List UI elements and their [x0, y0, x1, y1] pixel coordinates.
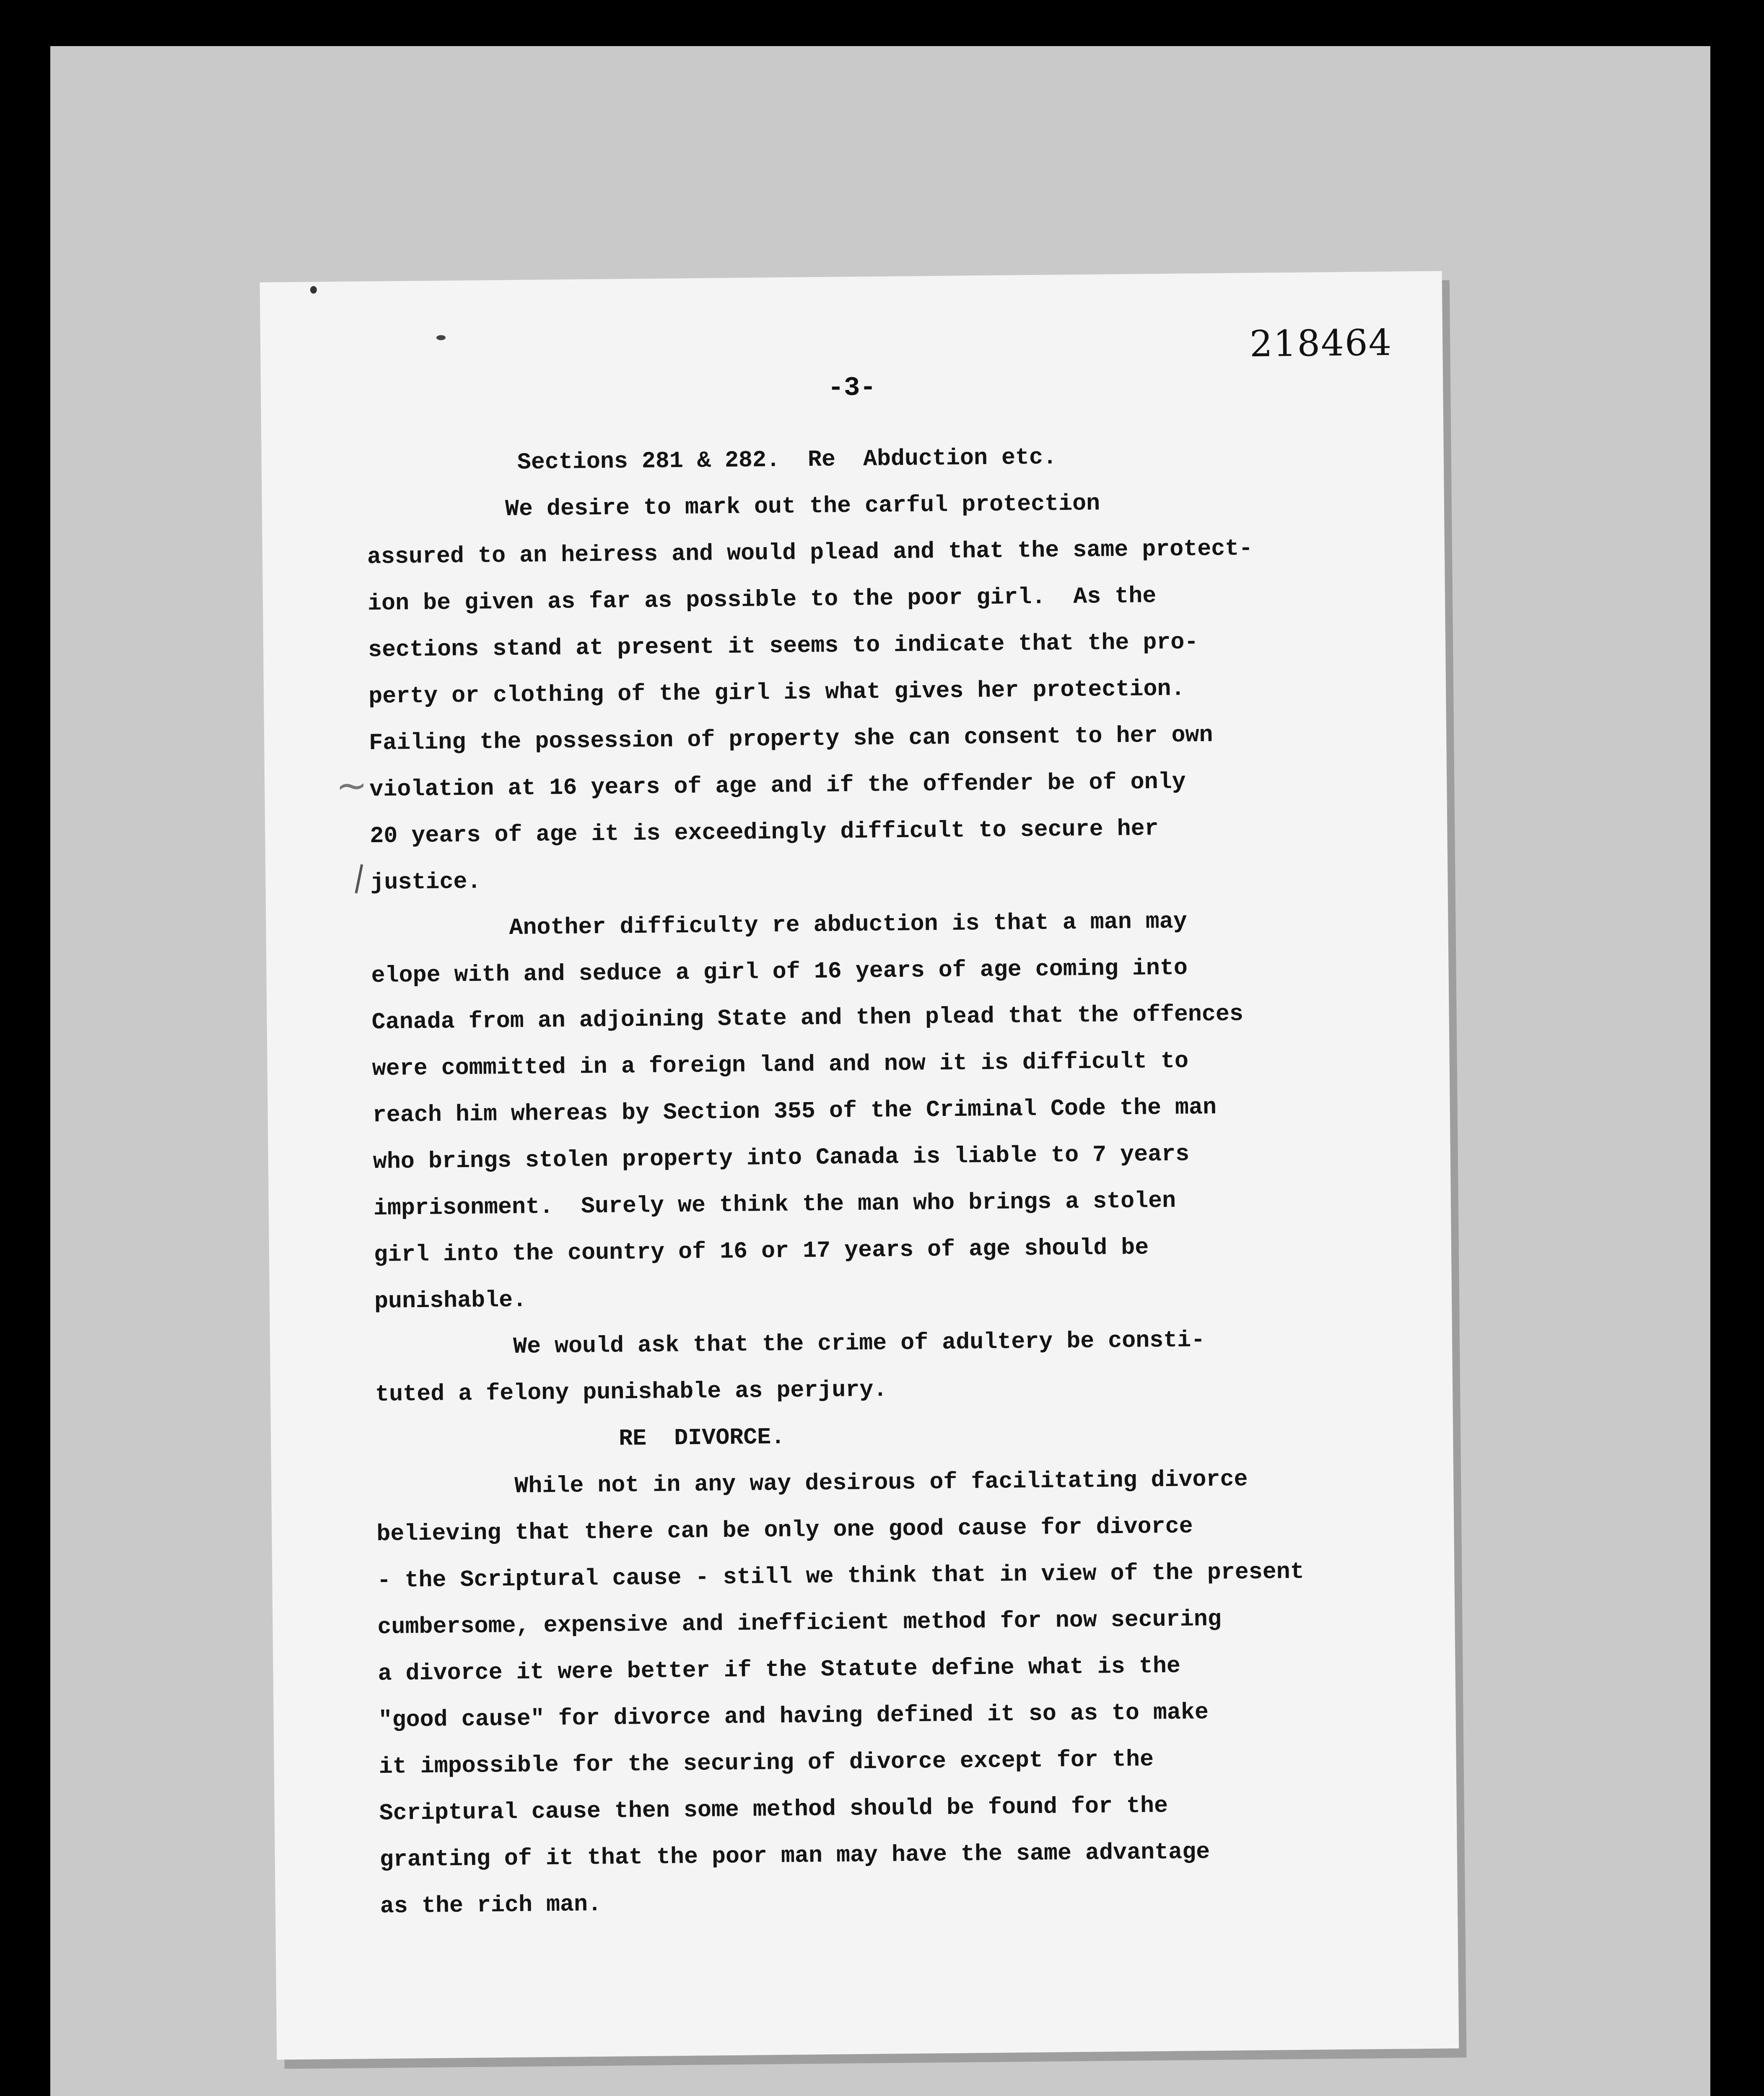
- text-line: While not in any way desirous of facilitating divorce: [514, 1466, 1248, 1499]
- text-line: perty or clothing of the girl is what gives her protection.: [368, 675, 1185, 710]
- text-line: "good cause" for divorce and having defined it so as to make: [378, 1699, 1209, 1734]
- text-line: violation at 16 years of age and if the offender be of only: [369, 768, 1186, 803]
- text-line: Another difficulty re abduction is that a man may: [509, 908, 1188, 941]
- text-line: RE DIVORCE.: [618, 1424, 785, 1452]
- text-line: as the rich man.: [380, 1891, 602, 1920]
- text-line: justice.: [370, 868, 481, 896]
- text-line: believing that there can be only one good cause for divorce: [376, 1513, 1193, 1548]
- document-body: [366, 431, 1374, 1930]
- text-line: girl into the country of 16 or 17 years of age should be: [374, 1234, 1149, 1268]
- text-line: cumbersome, expensive and inefficient method for now securing: [377, 1606, 1222, 1641]
- text-line: it impossible for the securing of divorce except for the: [379, 1746, 1154, 1780]
- text-line: elope with and seduce a girl of 16 years of age coming into: [371, 955, 1188, 989]
- text-line: imprisonment. Surely we think the man who brings a stolen: [373, 1187, 1176, 1222]
- text-line: Scriptural cause then some method should be found for the: [379, 1792, 1168, 1827]
- text-line: a divorce it were better if the Statute define what is the: [378, 1652, 1181, 1687]
- text-line: We desire to mark out the carful protection: [505, 490, 1100, 523]
- document-page: [260, 271, 1459, 2060]
- text-line: were committed in a foreign land and now it is difficult to: [372, 1048, 1189, 1082]
- text-line: granting of it that the poor man may have the same advantage: [379, 1839, 1210, 1873]
- page-number: -3-: [828, 373, 877, 404]
- staple-hole-mark: [310, 286, 317, 293]
- text-line: - the Scriptural cause - still we think that in view of the present: [377, 1558, 1305, 1594]
- text-line: Failing the possession of property she can consent to her own: [368, 721, 1213, 757]
- text-line: We would ask that the crime of adultery be consti-: [513, 1327, 1205, 1360]
- document-number: 218464: [1249, 322, 1393, 365]
- margin-pencil-mark: ~: [335, 763, 368, 808]
- text-line: Sections 281 & 282. Re Abduction etc.: [517, 444, 1057, 476]
- text-line: punishable.: [374, 1287, 527, 1315]
- staple-hole-mark: [436, 335, 446, 340]
- text-line: reach him whereas by Section 355 of the Criminal Code the man: [372, 1094, 1217, 1129]
- text-line: who brings stolen property into Canada is liable to 7 years: [373, 1141, 1190, 1175]
- text-line: tuted a felony punishable as perjury.: [375, 1376, 887, 1408]
- text-line: 20 years of age it is exceedingly difficult to secure her: [370, 815, 1159, 850]
- margin-pencil-stroke: [355, 864, 363, 894]
- text-line: ion be given as far as possible to the poor girl. As the: [367, 583, 1157, 617]
- text-line: sections stand at present it seems to indicate that the pro-: [368, 629, 1198, 664]
- text-line: Canada from an adjoining State and then plead that the offences: [371, 1001, 1244, 1036]
- text-line: assured to an heiress and would plead and that the same protect-: [367, 535, 1253, 571]
